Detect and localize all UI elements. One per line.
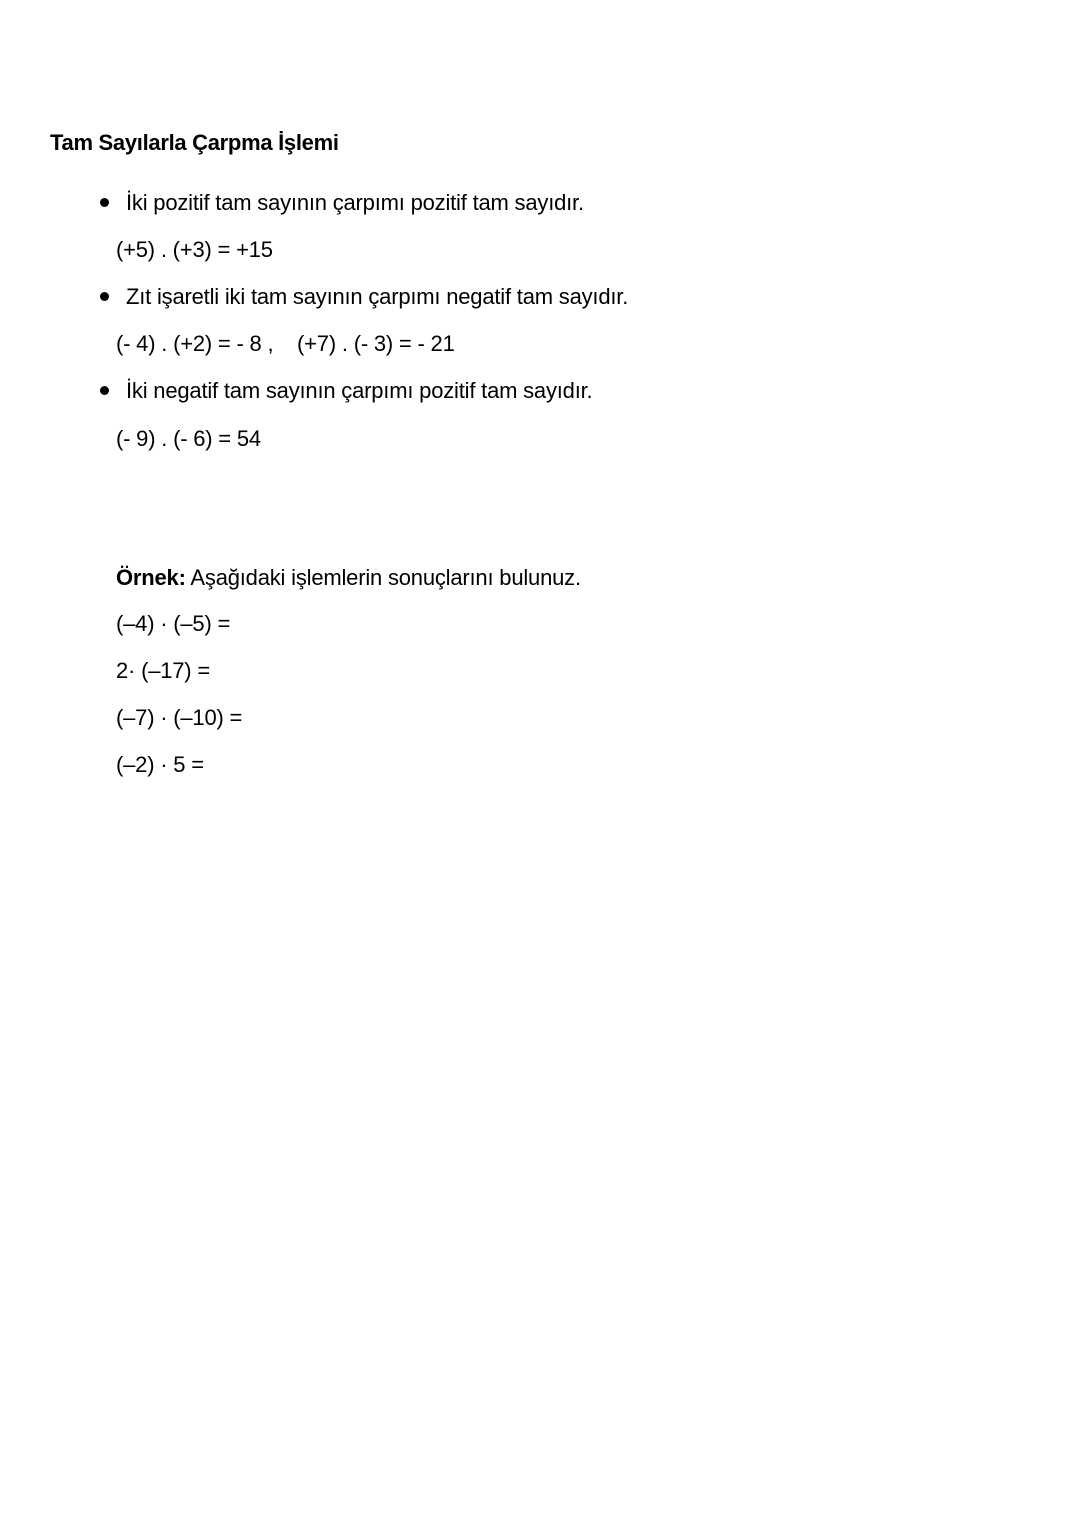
rule-text: Zıt işaretli iki tam sayının çarpımı negatif tam sayıdır.	[126, 284, 629, 309]
page-title: Tam Sayılarla Çarpma İşlemi	[50, 130, 339, 155]
exercise-label: Örnek:	[116, 565, 186, 590]
bullet-icon	[100, 292, 109, 301]
exercise-item: 2· (–17) =	[116, 658, 210, 683]
exercise-item: (–7) · (–10) =	[116, 705, 243, 730]
rule-3-example: (- 9) . (- 6) = 54	[116, 426, 261, 451]
rule-text: İki pozitif tam sayının çarpımı pozitif tam sayıdır.	[126, 190, 584, 215]
exercise-instruction: Aşağıdaki işlemlerin sonuçlarını bulunuz.	[185, 565, 581, 590]
rule-text: İki negatif tam sayının çarpımı pozitif tam sayıdır.	[126, 378, 593, 403]
rule-3	[100, 378, 592, 404]
rule-2-example: (- 4) . (+2) = - 8 , (+7) . (- 3) = - 21	[116, 331, 455, 356]
rule-2	[100, 284, 628, 310]
bullet-icon	[100, 386, 109, 395]
exercise-item: (–2) · 5 =	[116, 752, 204, 777]
exercise-item: (–4) · (–5) =	[116, 611, 231, 636]
exercise-heading	[116, 565, 581, 591]
bullet-icon	[100, 198, 109, 207]
rule-1-example: (+5) . (+3) = +15	[116, 237, 273, 262]
rule-1	[100, 190, 584, 216]
